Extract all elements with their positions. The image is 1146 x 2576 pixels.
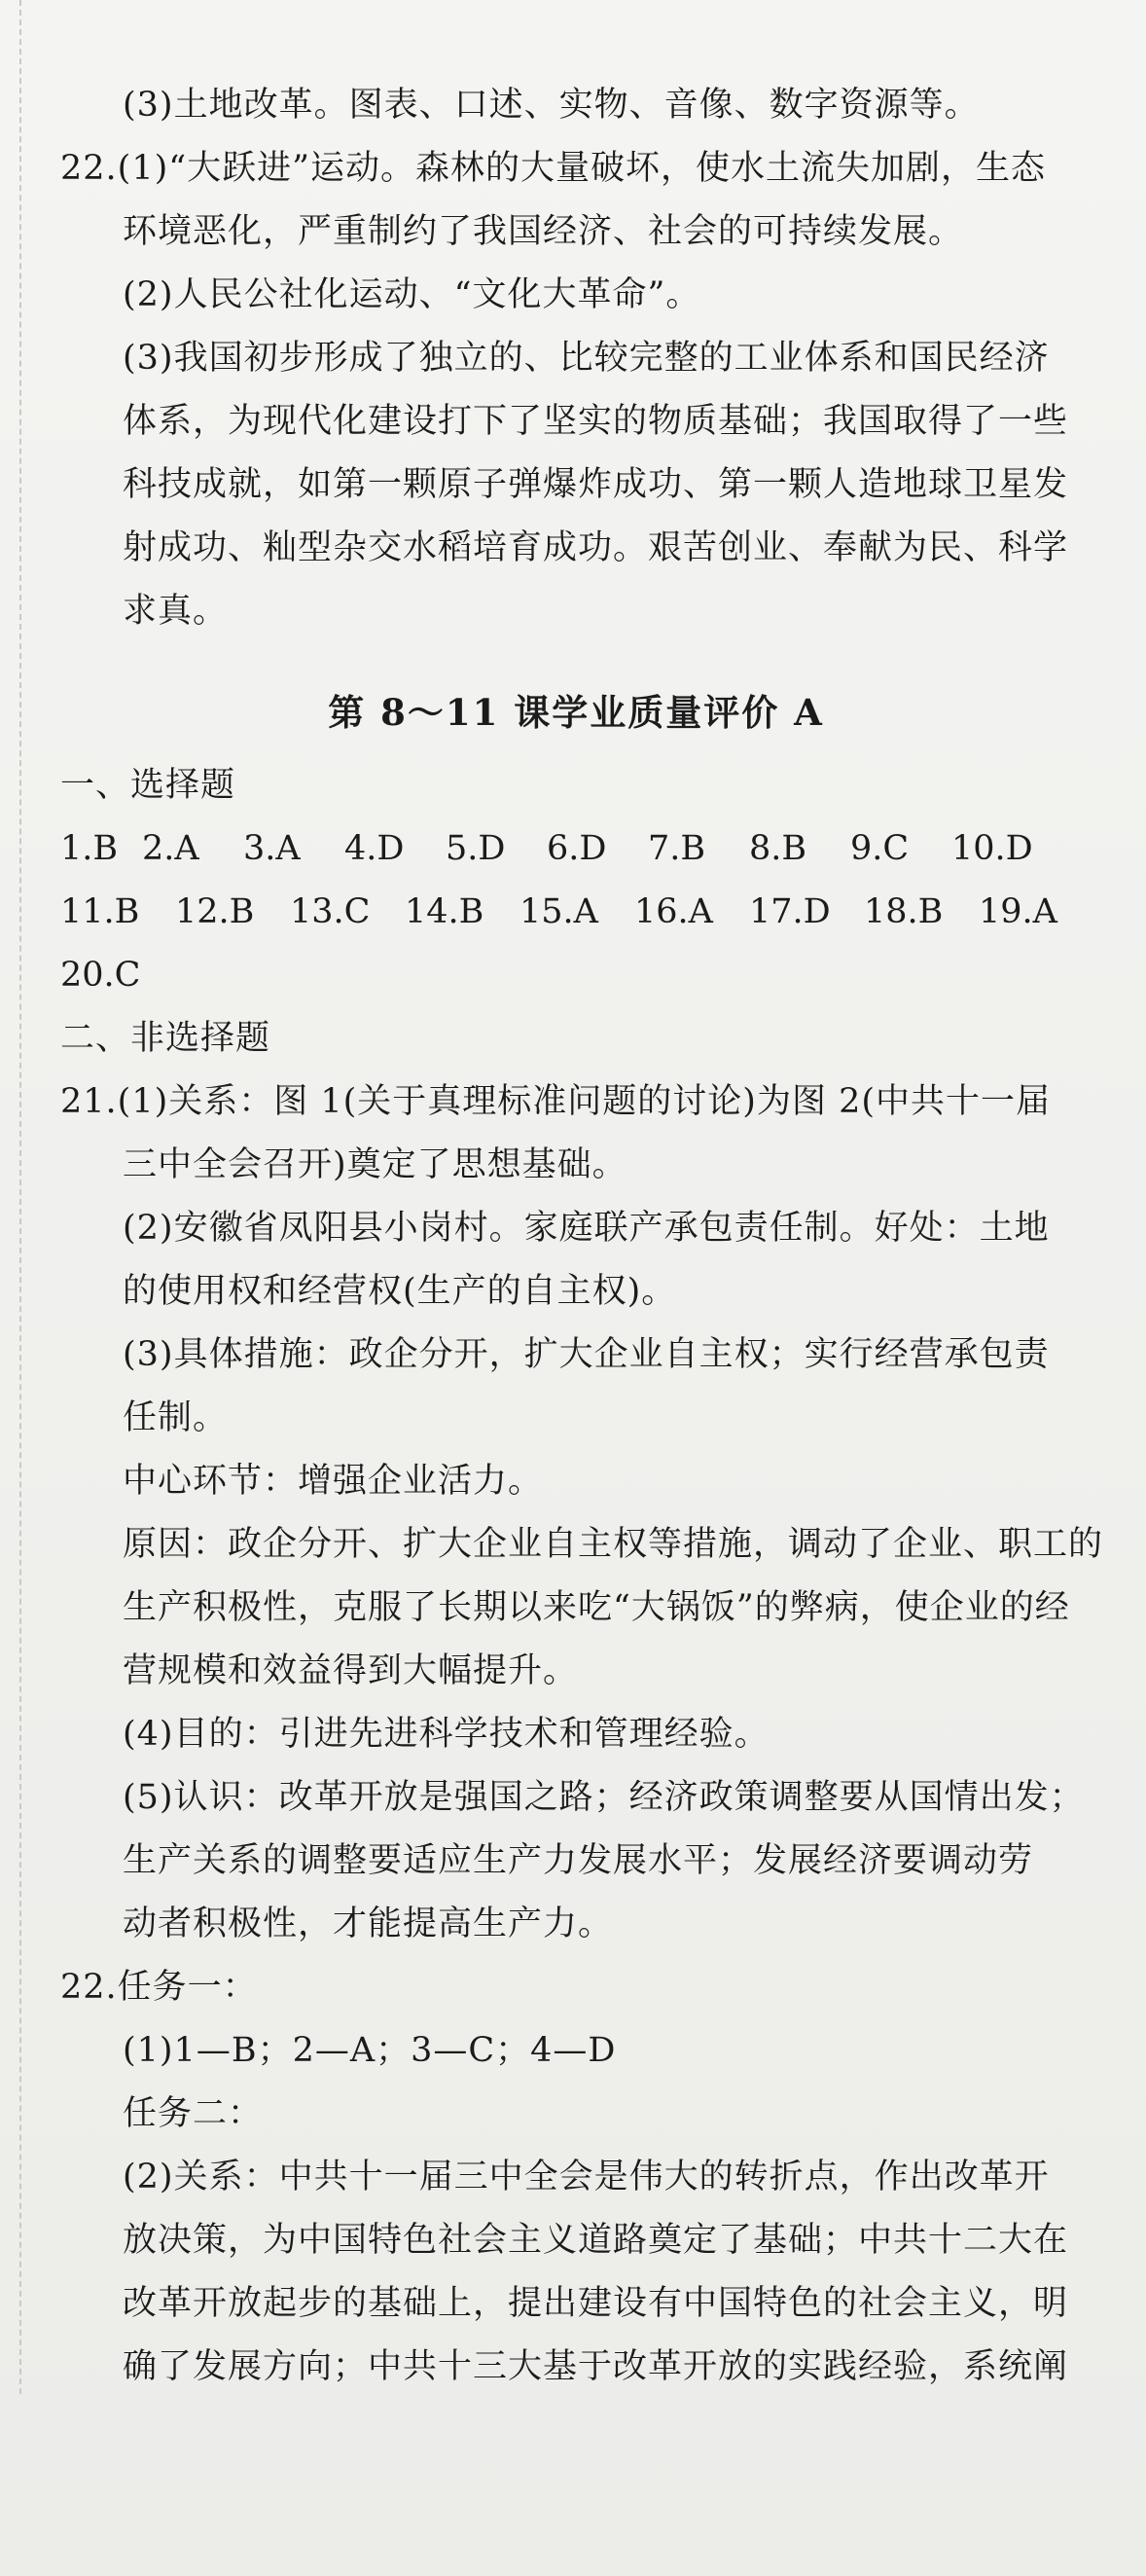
answer-item: 9.C — [850, 829, 910, 868]
text-line: 原因：政企分开、扩大企业自主权等措施，调动了企业、职工的 — [123, 1525, 1104, 1564]
answer-item: 18.B — [864, 892, 944, 931]
answer-item: 3.A — [243, 829, 301, 868]
text-line: (2)安徽省凤阳县小岗村。家庭联产承包责任制。好处：土地 — [123, 1209, 1050, 1248]
answer-item: 20.C — [60, 956, 141, 995]
text-line: 动者积极性，才能提高生产力。 — [123, 1905, 614, 1943]
text-line: (5)认识：改革开放是强国之路；经济政策调整要从国情出发； — [123, 1778, 1085, 1817]
answer-item: 15.A — [519, 892, 598, 931]
text-line: 射成功、籼型杂交水稻培育成功。艰苦创业、奉献为民、科学 — [123, 528, 1069, 567]
text-line: 22.(1)“大跃进”运动。森林的大量破坏，使水土流失加剧，生态 — [60, 149, 1047, 188]
text-line: (3)具体措施：政企分开，扩大企业自主权；实行经营承包责 — [123, 1335, 1050, 1374]
answer-row-3 — [60, 944, 1092, 1007]
nonchoice-heading: 二、非选择题 — [60, 1019, 271, 1058]
answer-item: 7.B — [648, 829, 706, 868]
answer-item: 16.A — [634, 892, 713, 931]
answer-item: 13.C — [290, 892, 371, 931]
answer-item: 1.B — [60, 829, 119, 868]
text-line: 中心环节：增强企业活力。 — [123, 1462, 544, 1501]
choice-heading: 一、选择题 — [60, 766, 236, 805]
answer-item: 8.B — [749, 829, 807, 868]
answer-content — [60, 74, 1104, 2399]
text-line: 营规模和效益得到大幅提升。 — [123, 1651, 579, 1690]
answer-item: 14.B — [405, 892, 484, 931]
page-edge-divider — [19, 0, 21, 2394]
answer-item: 17.D — [749, 892, 831, 931]
answer-item: 2.A — [142, 829, 199, 868]
text-line: 22.任务一： — [60, 1968, 258, 2007]
text-line: (2)关系：中共十一届三中全会是伟大的转折点，作出改革开 — [123, 2158, 1050, 2196]
text-line: 的使用权和经营权(生产的自主权)。 — [123, 1272, 677, 1311]
text-line: 科技成就，如第一颗原子弹爆炸成功、第一颗人造地球卫星发 — [123, 465, 1069, 504]
answer-item: 6.D — [547, 829, 607, 868]
text-line: (3)土地改革。图表、口述、实物、音像、数字资源等。 — [123, 86, 980, 125]
text-line: 生产积极性，克服了长期以来吃“大锅饭”的弊病，使企业的经 — [123, 1588, 1070, 1627]
text-line: (1)1—B；2—A；3—C；4—D — [123, 2031, 617, 2070]
text-line: (3)我国初步形成了独立的、比较完整的工业体系和国民经济 — [123, 339, 1050, 378]
answer-item: 5.D — [446, 829, 506, 868]
text-line: 环境恶化，严重制约了我国经济、社会的可持续发展。 — [123, 212, 964, 251]
text-line: (4)目的：引进先进科学技术和管理经验。 — [123, 1715, 770, 1754]
answer-item: 19.A — [979, 892, 1057, 931]
answer-item: 12.B — [175, 892, 255, 931]
text-line: 任务二： — [123, 2094, 264, 2133]
text-line: (2)人民公社化运动、“文化大革命”。 — [123, 275, 701, 314]
text-line: 确了发展方向；中共十三大基于改革开放的实践经验，系统阐 — [123, 2347, 1069, 2386]
answer-row-2 — [60, 881, 1092, 944]
text-line: 改革开放起步的基础上，提出建设有中国特色的社会主义，明 — [123, 2284, 1069, 2323]
text-line: 放决策，为中国特色社会主义道路奠定了基础；中共十二大在 — [123, 2221, 1069, 2260]
answer-item: 10.D — [951, 829, 1033, 868]
text-line: 三中全会召开)奠定了思想基础。 — [123, 1145, 627, 1184]
answer-item: 11.B — [60, 892, 140, 931]
section-title: 第 8～11 课学业质量评价 A — [328, 691, 824, 734]
text-line: 体系，为现代化建设打下了坚实的物质基础；我国取得了一些 — [123, 402, 1069, 441]
text-line: 21.(1)关系：图 1(关于真理标准问题的讨论)为图 2(中共十一届 — [60, 1082, 1051, 1121]
answer-row-1 — [60, 817, 1092, 881]
text-line: 生产关系的调整要适应生产力发展水平；发展经济要调动劳 — [123, 1841, 1034, 1880]
answer-item: 4.D — [344, 829, 405, 868]
text-line: 任制。 — [123, 1398, 229, 1437]
text-line: 求真。 — [123, 592, 229, 631]
